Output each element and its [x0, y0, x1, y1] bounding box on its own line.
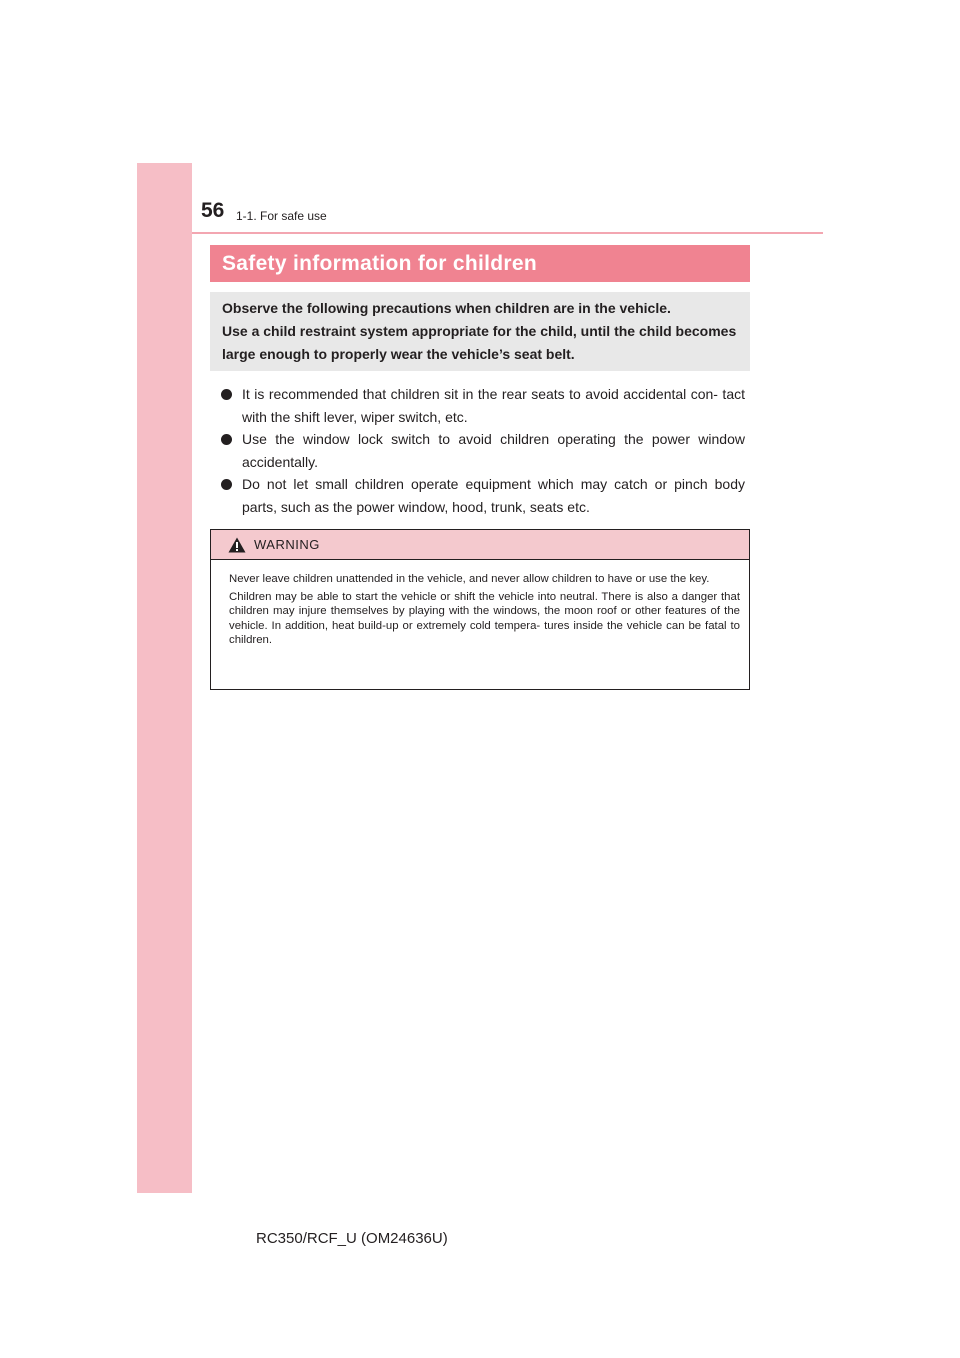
warning-label: WARNING — [254, 537, 320, 552]
header-divider — [192, 232, 823, 234]
side-color-band — [137, 163, 192, 1193]
bullet-dot-icon — [221, 434, 232, 445]
warning-header — [211, 530, 749, 560]
warning-triangle-icon — [228, 537, 246, 553]
bullet-dot-icon — [221, 479, 232, 490]
list-item — [221, 383, 745, 428]
list-item-text: Use the window lock switch to avoid children operating the power window accidentally. — [242, 431, 745, 470]
warning-paragraph: Never leave children unattended in the vehicle, and never allow children to have or use the key. — [229, 573, 710, 585]
warning-body — [211, 560, 749, 648]
warning-paragraph: Children may be able to start the vehicle or shift the vehicle into neutral. There is also a danger that children may injure themselves by playing with the windows, the moon roof or other features of the vehicle. In addition, heat build-up or extremely cold tempera- tures inside the vehicle can be fatal to children. — [229, 590, 740, 646]
intro-line: Observe the following precautions when children are in the vehicle. — [222, 300, 671, 316]
page-number: 56 — [201, 199, 225, 222]
precaution-list — [221, 383, 745, 518]
bullet-dot-icon — [221, 389, 232, 400]
list-item — [221, 473, 745, 518]
section-title: Safety information for children — [222, 251, 537, 275]
section-label: 1-1. For safe use — [236, 209, 327, 223]
section-title-bar — [210, 245, 750, 282]
list-item — [221, 428, 745, 473]
intro-line: Use a child restraint system appropriate for the child, until the child becomes large enough to properly wear the vehicle’s seat belt. — [222, 323, 737, 362]
intro-box — [210, 292, 750, 371]
list-item-text: Do not let small children operate equipment which may catch or pinch body parts, such as the power window, hood, trunk, seats etc. — [242, 476, 745, 515]
footer-model-code: RC350/RCF_U (OM24636U) — [256, 1230, 448, 1247]
list-item-text: It is recommended that children sit in the rear seats to avoid accidental con- tact with the shift lever, wiper switch, etc. — [242, 386, 745, 425]
warning-box — [210, 529, 750, 690]
